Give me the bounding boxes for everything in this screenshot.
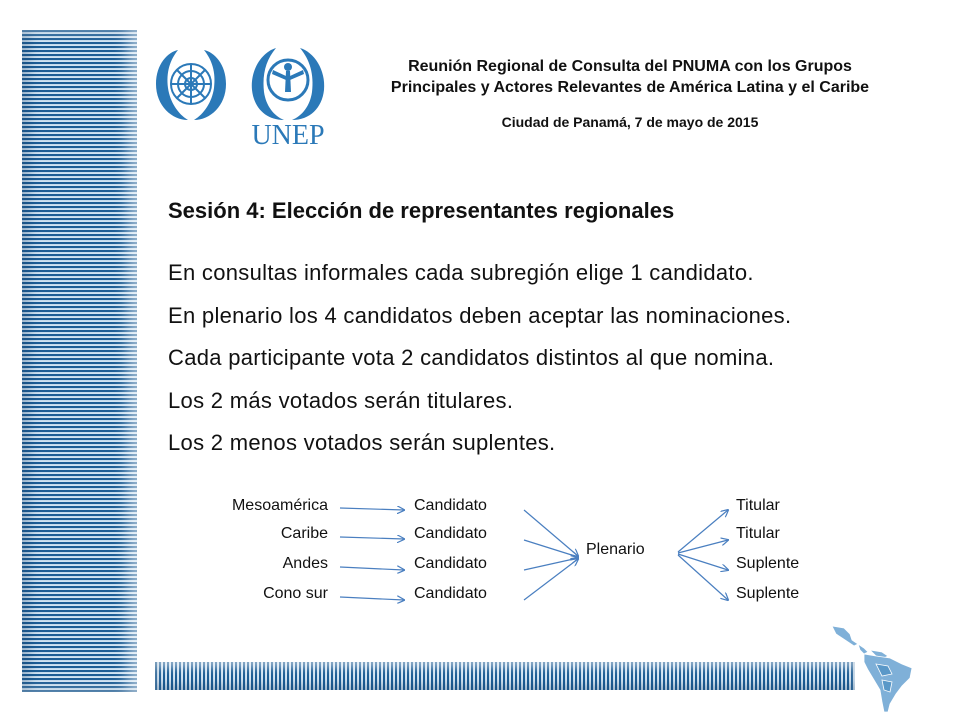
arrow-region-candidate	[340, 567, 404, 570]
rule-item: Los 2 menos votados serán suplentes.	[168, 430, 556, 455]
event-date: Ciudad de Panamá, 7 de mayo de 2015	[501, 114, 759, 130]
rule-item: Cada participante vota 2 candidatos distintos al que nomina.	[168, 345, 775, 370]
event-title-line1: Reunión Regional de Consulta del PNUMA con los Grupos	[408, 58, 852, 75]
unep-logo-text: UNEP	[251, 120, 325, 150]
arrow-plenary-result	[678, 554, 728, 570]
arrow-candidate-plenary	[524, 510, 578, 556]
latin-america-map-icon	[830, 624, 925, 714]
rule-item: En consultas informales cada subregión elige 1 candidato.	[168, 260, 754, 285]
event-title-line2: Principales y Actores Relevantes de América Latina y el Caribe	[390, 79, 870, 96]
candidate-label: Candidato	[414, 497, 487, 514]
unep-logo-icon	[240, 40, 336, 150]
session-title: Sesión 4: Elección de representantes regionales	[168, 198, 675, 223]
region-label-andes: Andes	[282, 555, 328, 572]
left-decorative-bar	[22, 30, 137, 692]
event-header	[340, 56, 920, 98]
arrow-candidate-plenary	[524, 559, 578, 600]
region-label-cono-sur: Cono sur	[263, 585, 328, 602]
arrow-candidate-plenary	[524, 558, 578, 570]
result-label: Titular	[736, 497, 780, 514]
result-label: Titular	[736, 525, 780, 542]
candidate-label: Candidato	[414, 555, 487, 572]
arrow-region-candidate	[340, 508, 404, 510]
rule-item: En plenario los 4 candidatos deben aceptar las nominaciones.	[168, 302, 792, 328]
plenary-label: Plenario	[586, 541, 645, 558]
un-emblem-icon	[148, 44, 234, 130]
arrow-plenary-result	[678, 540, 728, 553]
rule-item: Los 2 más votados serán titulares.	[168, 387, 514, 413]
result-label: Suplente	[736, 555, 800, 572]
arrow-plenary-result	[678, 555, 728, 600]
result-label: Suplente	[736, 585, 800, 602]
candidate-label: Candidato	[414, 525, 487, 542]
region-label-mesoamerica: Mesoamérica	[231, 497, 328, 514]
arrow-plenary-result	[678, 510, 728, 552]
arrow-region-candidate	[340, 537, 404, 539]
rules-list	[168, 252, 791, 465]
region-label-caribe: Caribe	[280, 525, 328, 542]
bottom-decorative-bar	[155, 662, 855, 690]
arrow-candidate-plenary	[524, 540, 578, 557]
arrow-region-candidate	[340, 597, 404, 600]
candidate-label: Candidato	[414, 585, 487, 602]
